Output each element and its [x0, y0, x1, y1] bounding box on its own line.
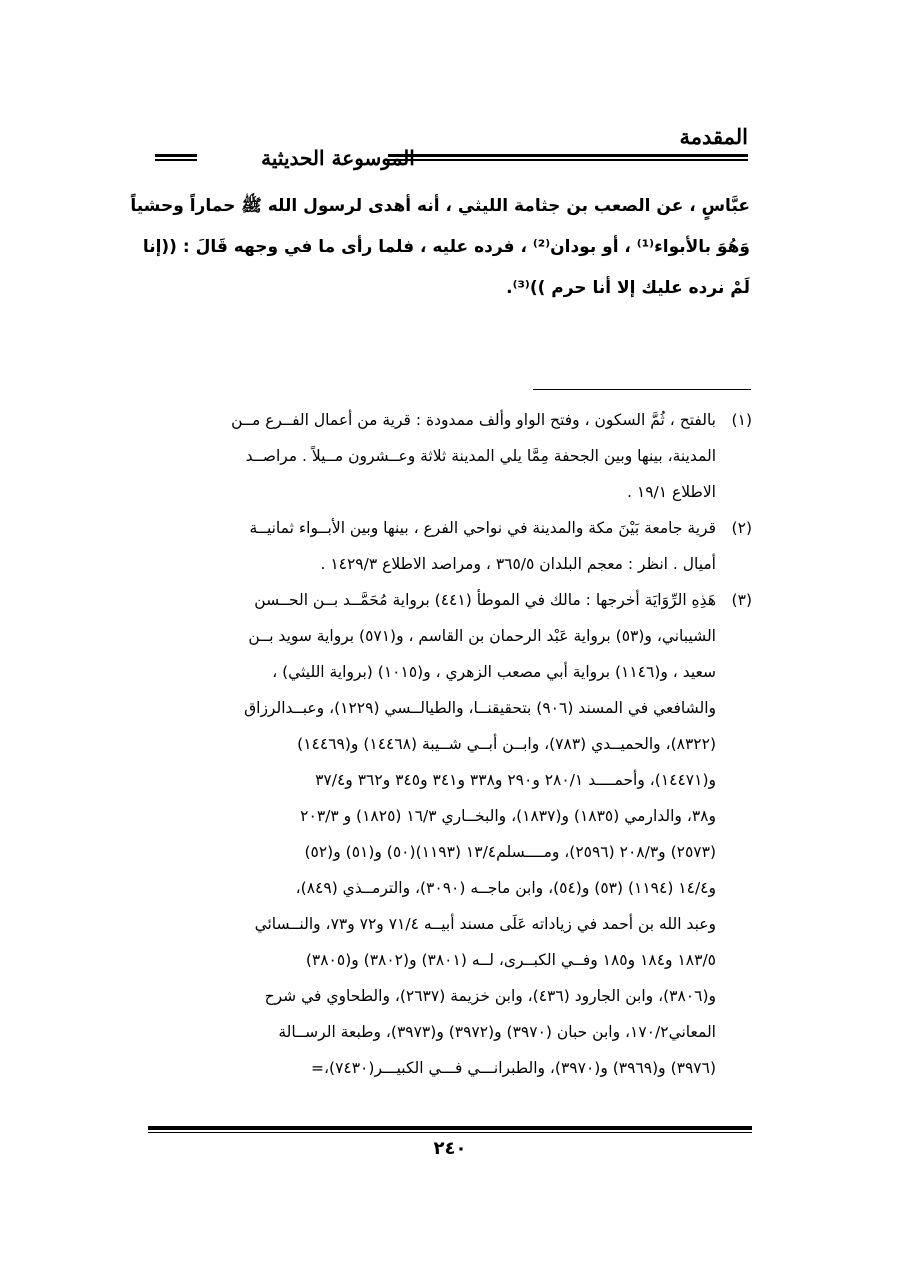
footnote-line: أميال . انظر : معجم البلدان ٣٦٥/٥ ، ومراصد الاطلاع ١٤٢٩/٣ .: [320, 555, 716, 573]
footnote-line: و١٤/٤ (١١٩٤) (٥٣) و(٥٤)، وابن ماجــه (٣٠٩٠)، والترمــذي (٨٤٩)،: [295, 879, 716, 897]
footnote-line: بالفتح ، ثُمَّ السكون ، وفتح الواو وألف ممدودة : قرية من أعمال الفــرع مــن: [231, 411, 716, 429]
footnote-separator: [533, 389, 751, 390]
header-rule-right: [388, 154, 748, 161]
footnote-text: [148, 402, 716, 510]
bottom-rule: [148, 1126, 752, 1133]
main-text-line: وَهُوَ بالأبواء⁽¹⁾ ، أو بودان⁽²⁾ ، فرده عليه ، فلما رأى ما في وجهه قَالَ : ((إنا: [142, 237, 750, 257]
footnote-line: المعاني١٧٠/٢، وابن حبان (٣٩٧٠) و(٣٩٧٢) و(٣٩٧٣)، وطبعة الرســالة: [278, 1023, 716, 1041]
footnotes: [148, 402, 752, 1086]
footnote: [148, 402, 752, 510]
footnote-line: (٨٣٢٢)، والحميــدي (٧٨٣)، وابــن أبــي شــيبة (١٤٤٦٨) و(١٤٤٦٩): [297, 735, 716, 753]
book-title: الموسوعة الحديثية: [261, 146, 415, 170]
section-title: المقدمة: [679, 124, 748, 149]
main-text: [130, 186, 750, 309]
footnote-text: [148, 510, 716, 582]
footnote: [148, 510, 752, 582]
footnote-number: (٣): [731, 591, 752, 609]
page-number: ٢٤٠: [433, 1138, 467, 1159]
footnote-line: و(٣٨٠٦)، وابن الجارود (٤٣٦)، وابن خزيمة (٢٦٣٧)، والطحاوي في شرح: [264, 987, 716, 1005]
footnote-line: وعبد الله بن أحمد في زياداته عَلَى مسند أبيــه ٧١/٤ و٧٢ و٧٣، والنــسائي: [254, 915, 716, 933]
footnote-line: (٣٩٧٦) و(٣٩٦٩) و(٣٩٧٠)، والطبرانـــي فـــي الكبيـــر(٧٤٣٠)،=: [311, 1059, 716, 1077]
footnote-line: سعيد ، و(١١٤٦) برواية أبي مصعب الزهري ، و(١٠١٥) (برواية الليثي) ،: [272, 663, 716, 681]
footnote-line: ١٨٣/٥ و١٨٤ و١٨٥ وفــي الكبــرى، لــه (٣٨٠١) و(٣٨٠٢) و(٣٨٠٥): [305, 951, 716, 969]
footnote-line: هَذِهِ الرِّوَايَة أخرجها : مالك في الموطأ (٤٤١) برواية مُحَمَّــد بــن الحــسن: [254, 591, 716, 609]
footnote-line: (٢٥٧٣) و٢٠٨/٣ (٢٥٩٦)، ومــــسلم١٣/٤ (١١٩٣)(٥٠) و(٥١) و(٥٢): [304, 843, 716, 861]
header-rule-left: [155, 154, 197, 161]
footnote-number: (٢): [731, 519, 752, 537]
footnote-line: المدينة، بينها وبين الجحفة مِمَّا يلي المدينة ثلاثة وعــشرون مــيلاً . مراصــد: [245, 447, 716, 465]
footnote-line: الشيباني، و(٥٣) برواية عَبْد الرحمان بن القاسم ، و(٥٧١) برواية سويد بــن: [248, 627, 716, 645]
footnote-line: قرية جامعة بَيْنَ مكة والمدينة في نواحي الفرع ، بينها وبين الأبــواء ثمانيــة: [249, 519, 716, 537]
footnote: [148, 582, 752, 1086]
main-text-line: عبَّاسٍ ، عن الصعب بن جثامة الليثي ، أنه أهدى لرسول الله ﷺ حماراً وحشياً: [130, 196, 750, 216]
main-text-line: لَمْ نرده عليك إلا أنا حرم ))⁽³⁾.: [506, 278, 750, 298]
footnote-number: (١): [731, 411, 752, 429]
footnote-line: الاطلاع ١٩/١ .: [627, 483, 716, 501]
footnote-text: [148, 582, 716, 1086]
footnote-line: والشافعي في المسند (٩٠٦) بتحقيقنــا، والطيالــسي (١٢٢٩)، وعبــدالرزاق: [244, 699, 716, 717]
footnote-line: و٣٨، والدارمي (١٨٣٥) و(١٨٣٧)، والبخــاري ١٦/٣ (١٨٢٥) و ٢٠٣/٣: [300, 807, 716, 825]
footnote-line: و(١٤٤٧١)، وأحمــــد ٢٨٠/١ و٢٩٠ و٣٣٨ و٣٤١ و٣٤٥ و٣٦٢ و٣٧/٤: [315, 771, 716, 789]
